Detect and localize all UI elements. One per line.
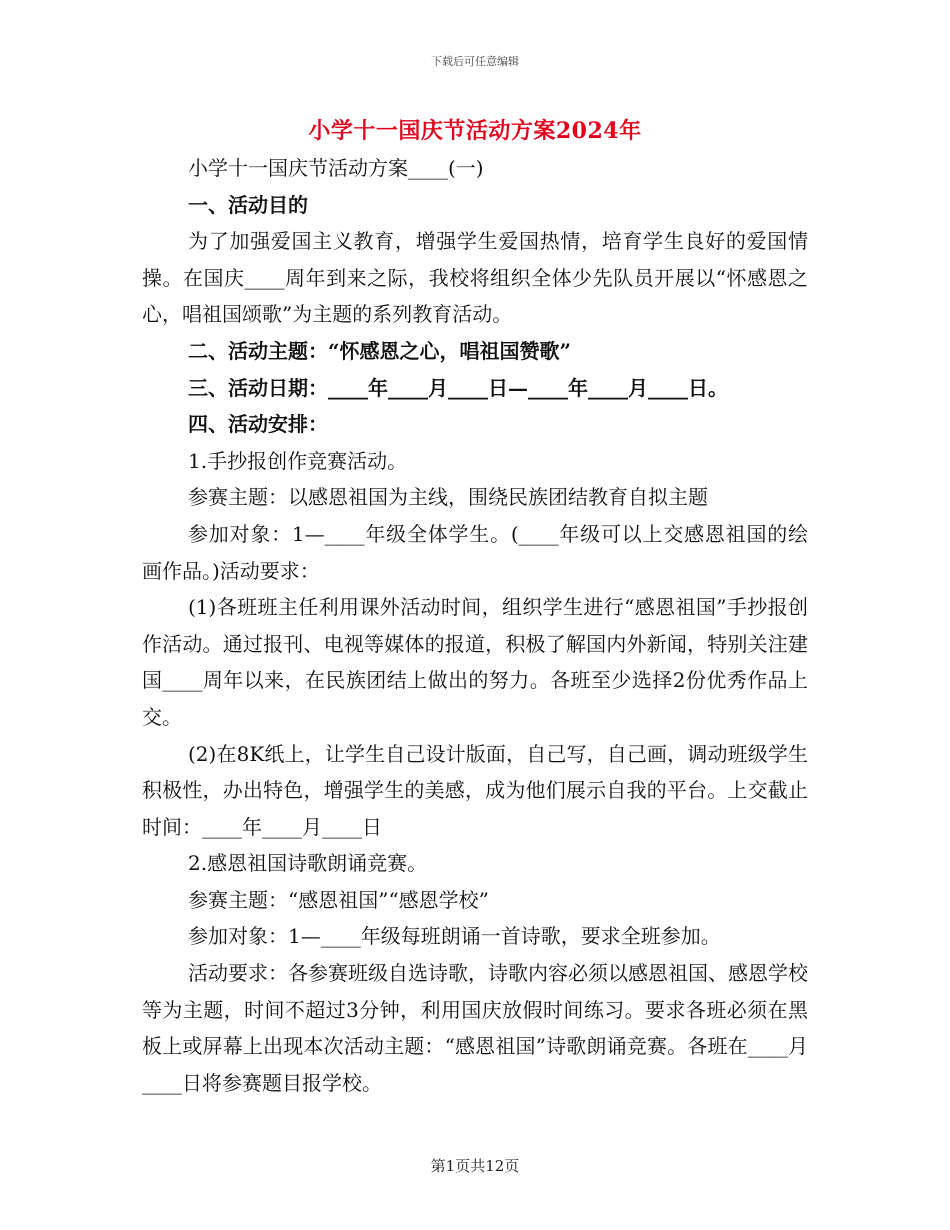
section-heading-date: 三、活动日期：____年____月____日—____年____月____日。 xyxy=(188,375,728,400)
purpose-paragraph: 为了加强爱国主义教育，增强学生爱国热情，培育学生良好的爱国情操。在国庆____周年到来之际，我校将组织全体少先队员开展以“怀感恩之心，唱祖国颂歌”为主题的系列教育活动。 xyxy=(142,229,808,327)
activity-2-participants: 参加对象：1—____年级每班朗诵一首诗歌，要求全班参加。 xyxy=(188,924,721,949)
section-heading-theme: 二、活动主题：“怀感恩之心，唱祖国赞歌” xyxy=(188,338,572,363)
activity-2-theme: 参赛主题：“感恩祖国”“感恩学校” xyxy=(188,887,489,912)
activity-2-requirements: 活动要求：各参赛班级自选诗歌，诗歌内容必须以感恩祖国、感恩学校等为主题，时间不超过3分钟，利用国庆放假时间练习。要求各班必须在黑板上或屏幕上出现本次活动主题：“感恩祖国”诗歌朗诵竞赛。各班在____月____日将参赛题目报学校。 xyxy=(142,961,808,1095)
activity-1-requirement-2: (2)在8K纸上，让学生自己设计版面，自己写，自己画，调动班级学生积极性，办出特色，增强学生的美感，成为他们展示自我的平台。上交截止时间：____年____月____日 xyxy=(142,741,808,839)
activity-1-requirement-1: (1)各班班主任利用课外活动时间，组织学生进行“感恩祖国”手抄报创作活动。通过报刊、电视等媒体的报道，积极了解国内外新闻，特别关注建国____周年以来，在民族团结上做出的努力。各班至少选择2份优秀作品上交。 xyxy=(142,595,808,729)
section-heading-purpose: 一、活动目的 xyxy=(188,192,308,217)
activity-1-participants: 参加对象：1—____年级全体学生。(____年级可以上交感恩祖国的绘画作品。)活动要求： xyxy=(142,521,808,583)
activity-1-title: 1.手抄报创作竞赛活动。 xyxy=(188,448,408,473)
page-number: 第1页共12页 xyxy=(430,1157,520,1175)
document-body xyxy=(142,150,808,1101)
activity-2-title: 2.感恩祖国诗歌朗诵竞赛。 xyxy=(188,851,428,876)
activity-1-theme: 参赛主题：以感恩祖国为主线，围绕民族团结教育自拟主题 xyxy=(188,485,708,510)
document-title: 小学十一国庆节活动方案2024年 xyxy=(308,118,642,144)
subtitle-paragraph: 小学十一国庆节活动方案____(一) xyxy=(188,156,484,180)
section-heading-arrangement: 四、活动安排： xyxy=(188,412,328,437)
download-note: 下载后可任意编辑 xyxy=(431,55,519,68)
